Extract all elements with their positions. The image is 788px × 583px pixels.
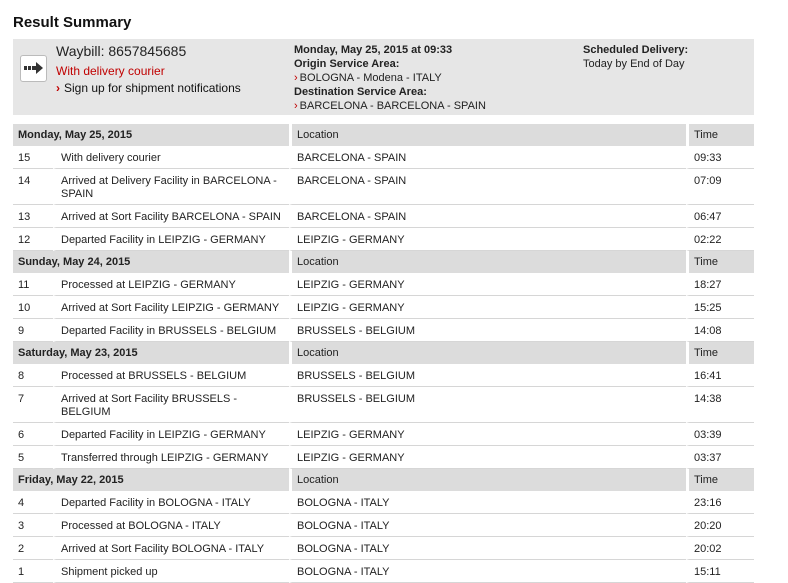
event-number: 7 (13, 387, 53, 423)
event-number: 5 (13, 446, 53, 469)
event-time: 03:37 (686, 446, 754, 469)
event-description: Arrived at Sort Facility LEIPZIG - GERMANY (53, 296, 289, 319)
event-description: Departed Facility in LEIPZIG - GERMANY (53, 423, 289, 446)
event-time: 16:41 (686, 364, 754, 387)
signup-notifications-link[interactable] (56, 81, 241, 95)
tracking-event-row (13, 364, 754, 387)
event-time: 07:09 (686, 169, 754, 205)
event-location: BRUSSELS - BELGIUM (289, 319, 686, 342)
event-time: 20:02 (686, 537, 754, 560)
origin-label: Origin Service Area: (294, 58, 400, 70)
tracking-event-row (13, 296, 754, 319)
event-number: 2 (13, 537, 53, 560)
event-location: BRUSSELS - BELGIUM (289, 387, 686, 423)
event-location: BOLOGNA - ITALY (289, 491, 686, 514)
tracking-event-row (13, 514, 754, 537)
date-group-header (13, 342, 754, 364)
event-description: With delivery courier (53, 146, 289, 169)
time-column-header: Time (686, 124, 754, 146)
time-column-header: Time (686, 251, 754, 273)
tracking-event-row (13, 423, 754, 446)
event-description: Processed at LEIPZIG - GERMANY (53, 273, 289, 296)
origin-value: BOLOGNA - Modena - ITALY (299, 72, 442, 84)
event-time: 20:20 (686, 514, 754, 537)
event-time: 02:22 (686, 228, 754, 251)
event-description: Arrived at Sort Facility BRUSSELS - BELGIUM (53, 387, 289, 423)
event-number: 6 (13, 423, 53, 446)
event-number: 14 (13, 169, 53, 205)
event-time: 14:38 (686, 387, 754, 423)
tracking-event-row (13, 560, 754, 583)
event-number: 13 (13, 205, 53, 228)
event-number: 4 (13, 491, 53, 514)
waybill-number: Waybill: 8657845685 (56, 43, 187, 59)
last-update-datetime: Monday, May 25, 2015 at 09:33 (294, 44, 453, 56)
event-number: 10 (13, 296, 53, 319)
event-location: BOLOGNA - ITALY (289, 560, 686, 583)
tracking-event-row (13, 273, 754, 296)
event-location: LEIPZIG - GERMANY (289, 296, 686, 319)
origin-value-row (294, 71, 486, 85)
date-group-header (13, 124, 754, 146)
service-area-info (294, 43, 486, 113)
event-time: 06:47 (686, 205, 754, 228)
event-number: 8 (13, 364, 53, 387)
shipment-summary-panel (13, 39, 754, 115)
tracking-event-row (13, 491, 754, 514)
event-description: Transferred through LEIPZIG - GERMANY (53, 446, 289, 469)
chevron-right-icon: › (294, 72, 298, 84)
signup-notifications-label: Sign up for shipment notifications (64, 81, 241, 95)
tracking-event-row (13, 319, 754, 342)
destination-value: BARCELONA - BARCELONA - SPAIN (299, 100, 486, 112)
location-column-header: Location (289, 469, 686, 491)
event-time: 03:39 (686, 423, 754, 446)
event-number: 11 (13, 273, 53, 296)
group-date: Sunday, May 24, 2015 (13, 251, 289, 273)
event-description: Arrived at Delivery Facility in BARCELONA - SPAIN (53, 169, 289, 205)
group-date: Friday, May 22, 2015 (13, 469, 289, 491)
destination-label: Destination Service Area: (294, 86, 427, 98)
chevron-right-icon: › (56, 81, 60, 95)
event-location: BOLOGNA - ITALY (289, 514, 686, 537)
event-location: BARCELONA - SPAIN (289, 146, 686, 169)
chevron-right-icon: › (294, 100, 298, 112)
event-time: 18:27 (686, 273, 754, 296)
location-column-header: Location (289, 342, 686, 364)
event-number: 12 (13, 228, 53, 251)
event-time: 23:16 (686, 491, 754, 514)
date-group-header (13, 469, 754, 491)
event-location: BOLOGNA - ITALY (289, 537, 686, 560)
event-description: Arrived at Sort Facility BARCELONA - SPAIN (53, 205, 289, 228)
event-description: Shipment picked up (53, 560, 289, 583)
tracking-event-row (13, 446, 754, 469)
event-location: LEIPZIG - GERMANY (289, 228, 686, 251)
time-column-header: Time (686, 469, 754, 491)
event-time: 09:33 (686, 146, 754, 169)
scheduled-delivery-info (583, 43, 688, 71)
scheduled-delivery-value: Today by End of Day (583, 58, 685, 70)
location-column-header: Location (289, 124, 686, 146)
event-description: Processed at BRUSSELS - BELGIUM (53, 364, 289, 387)
event-location: LEIPZIG - GERMANY (289, 446, 686, 469)
shipment-status: With delivery courier (56, 64, 165, 78)
tracking-event-row (13, 228, 754, 251)
event-location: LEIPZIG - GERMANY (289, 423, 686, 446)
tracking-event-row (13, 146, 754, 169)
event-location: BARCELONA - SPAIN (289, 169, 686, 205)
event-number: 15 (13, 146, 53, 169)
event-number: 9 (13, 319, 53, 342)
tracking-event-row (13, 537, 754, 560)
event-description: Departed Facility in BOLOGNA - ITALY (53, 491, 289, 514)
event-time: 15:25 (686, 296, 754, 319)
group-date: Monday, May 25, 2015 (13, 124, 289, 146)
destination-value-row (294, 99, 486, 113)
tracking-event-row (13, 205, 754, 228)
event-location: BARCELONA - SPAIN (289, 205, 686, 228)
event-description: Processed at BOLOGNA - ITALY (53, 514, 289, 537)
event-description: Departed Facility in BRUSSELS - BELGIUM (53, 319, 289, 342)
event-location: BRUSSELS - BELGIUM (289, 364, 686, 387)
event-number: 1 (13, 560, 53, 583)
shipment-arrow-icon (20, 55, 47, 82)
event-number: 3 (13, 514, 53, 537)
tracking-events-table (13, 124, 754, 583)
group-date: Saturday, May 23, 2015 (13, 342, 289, 364)
event-time: 15:11 (686, 560, 754, 583)
tracking-event-row (13, 169, 754, 205)
event-description: Departed Facility in LEIPZIG - GERMANY (53, 228, 289, 251)
tracking-event-row (13, 387, 754, 423)
scheduled-delivery-label: Scheduled Delivery: (583, 44, 689, 56)
event-description: Arrived at Sort Facility BOLOGNA - ITALY (53, 537, 289, 560)
time-column-header: Time (686, 342, 754, 364)
event-location: LEIPZIG - GERMANY (289, 273, 686, 296)
event-time: 14:08 (686, 319, 754, 342)
date-group-header (13, 251, 754, 273)
page-title: Result Summary (13, 14, 132, 31)
location-column-header: Location (289, 251, 686, 273)
